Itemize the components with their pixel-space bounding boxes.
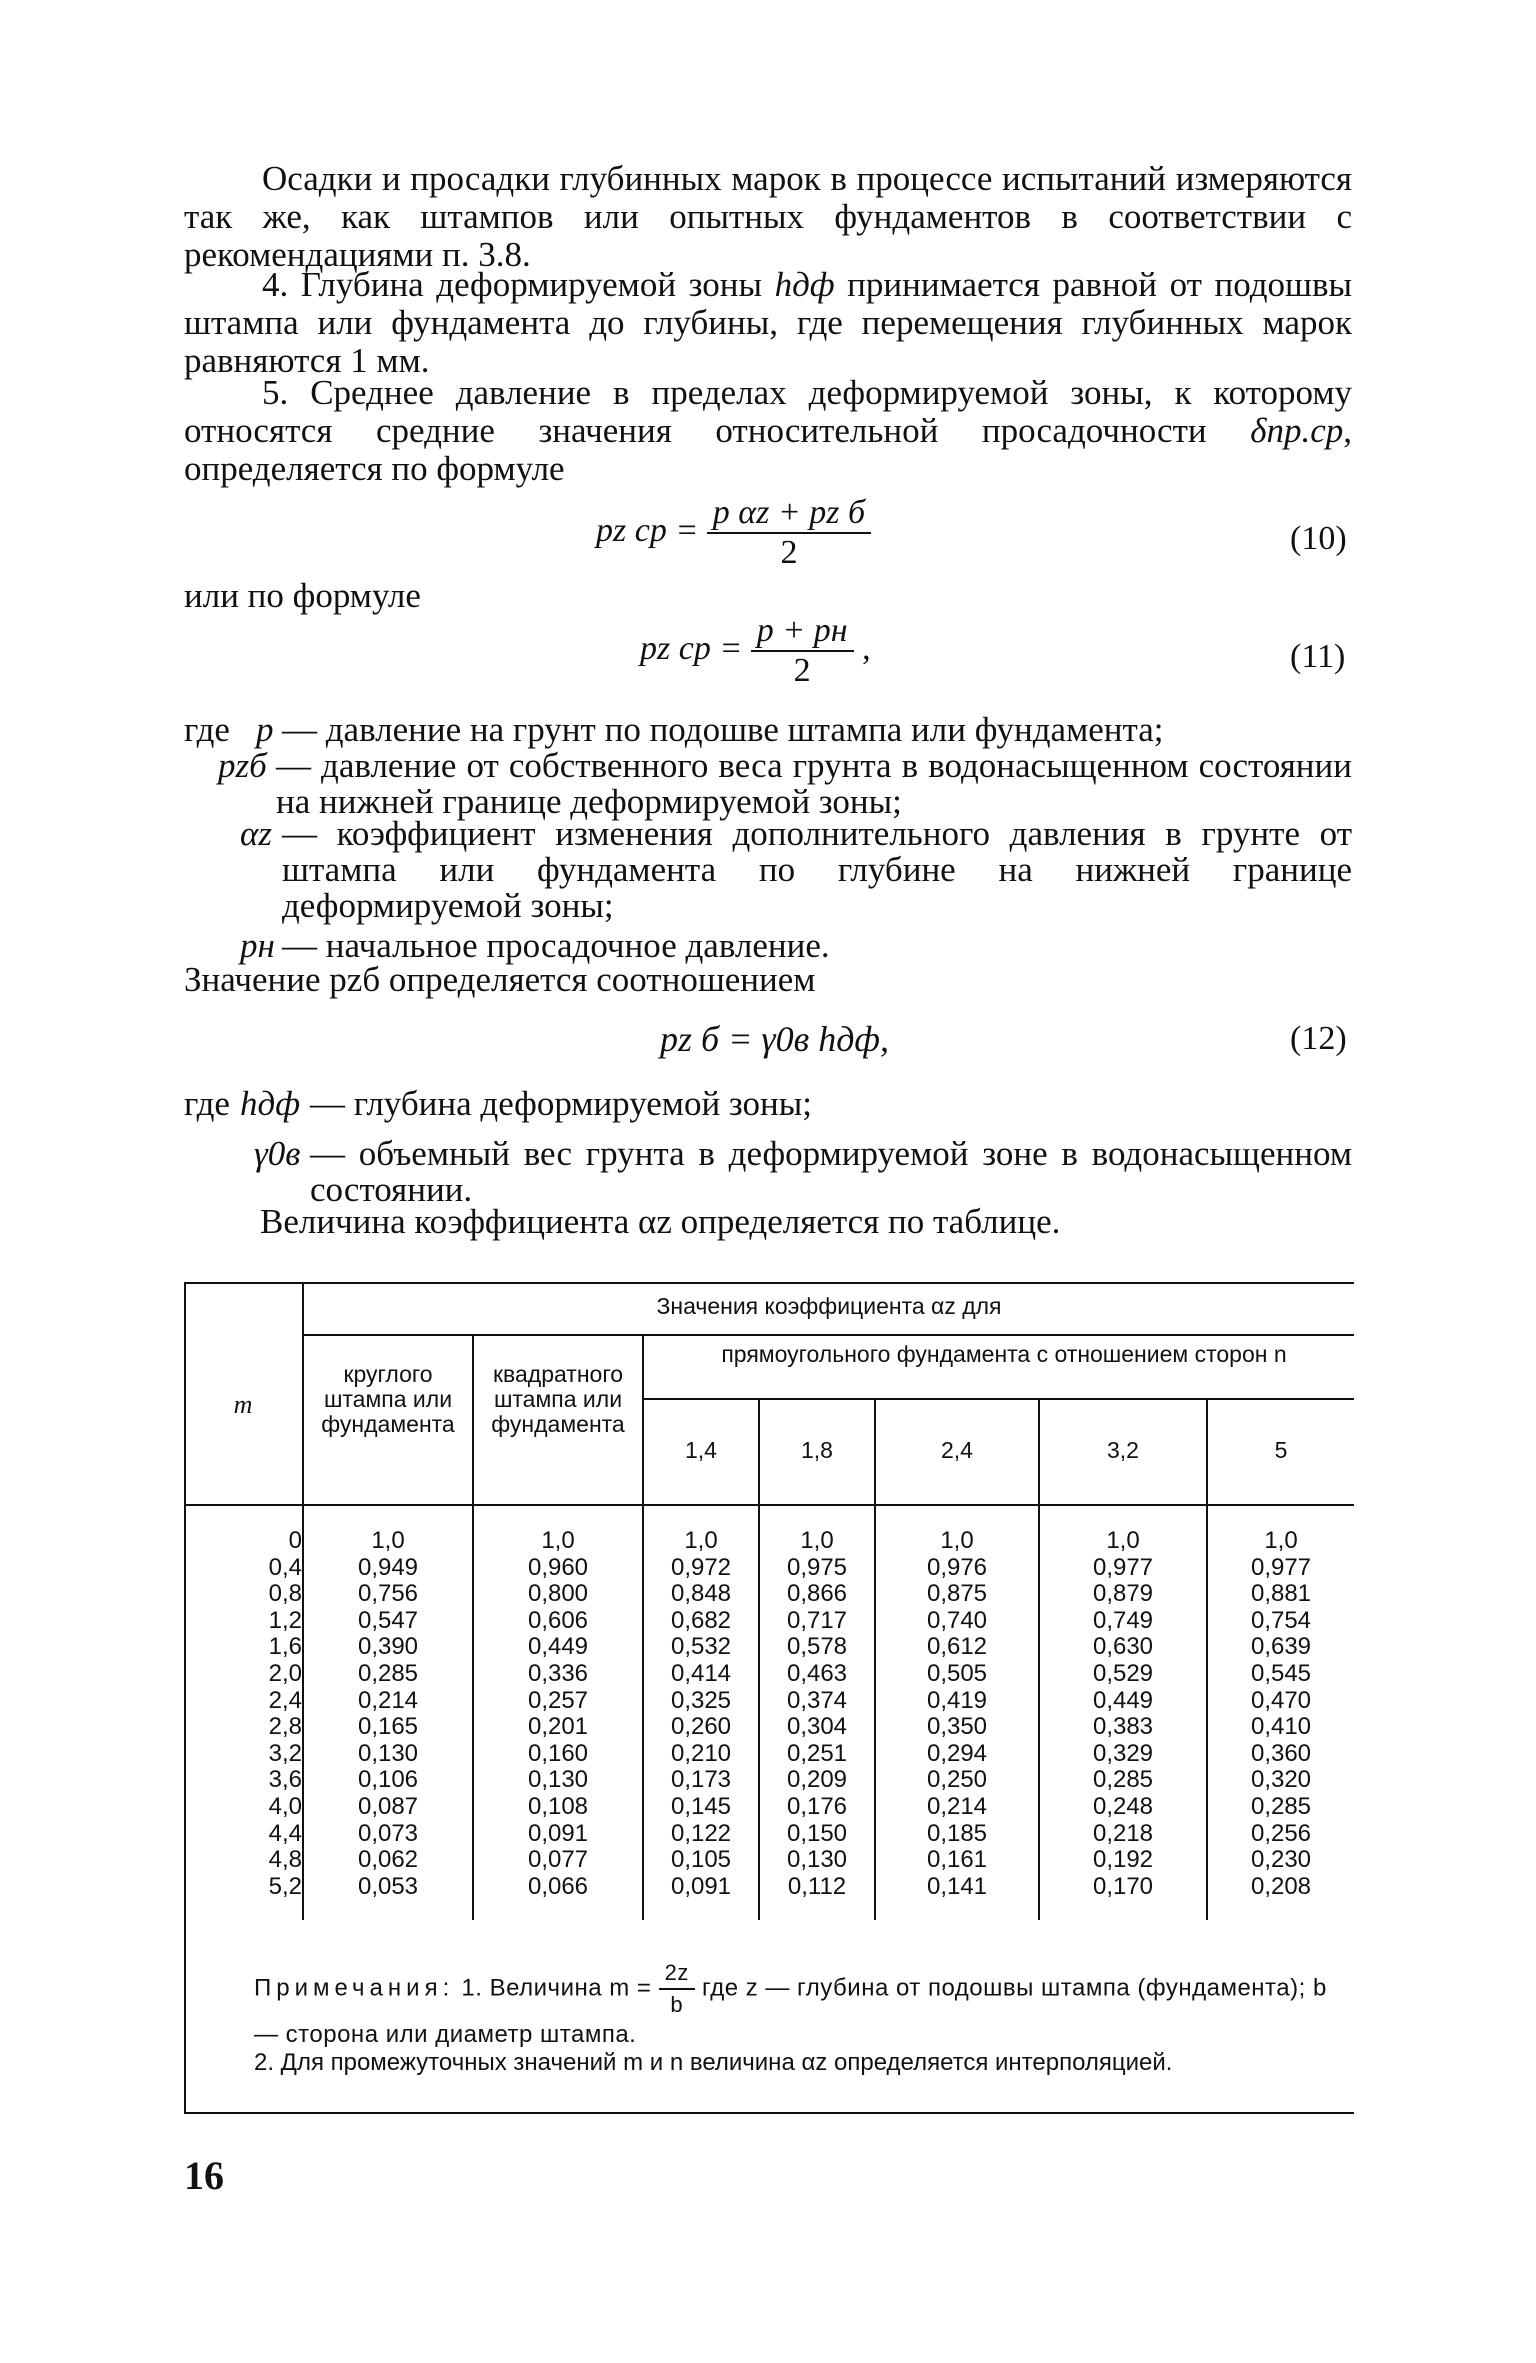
- table-cell: 1,0: [1264, 1527, 1298, 1554]
- formula-10-lhs: pz ср =: [596, 511, 699, 549]
- definition-p-text: — давление на грунт по подошве штампа или фундамента;: [282, 710, 1164, 749]
- paragraph-3-variable: δпр.ср: [1250, 411, 1344, 450]
- table-note-2: 2. Для промежуточных значений m и n величина αz определяется интерполяцией.: [254, 2049, 1173, 2076]
- table-cell: 0,257: [527, 1686, 589, 1714]
- formula-12: pz б = γ0в hдф,: [660, 1019, 889, 1059]
- table-cell: 2,8: [268, 1713, 302, 1741]
- table-cell: 1,0: [940, 1527, 974, 1554]
- column-square: [474, 1528, 642, 1900]
- table-cell: 0,529: [1092, 1659, 1154, 1687]
- note-1-numerator: 2z: [659, 1958, 695, 1990]
- paragraph-2: [184, 266, 1352, 380]
- table-cell: 0,463: [786, 1659, 848, 1687]
- formula-10-denominator: 2: [780, 534, 798, 571]
- definition-pn-symbol: pн: [240, 926, 275, 965]
- table-header-round: круглого штампа или фундамента: [321, 1361, 455, 1437]
- table-cell: 0,130: [786, 1846, 848, 1874]
- table-cell: 0,161: [926, 1846, 988, 1874]
- column-round: [304, 1528, 472, 1900]
- table-cell: 0,209: [786, 1766, 848, 1794]
- table-cell: 0,949: [357, 1553, 419, 1581]
- table-cell: 0,112: [787, 1872, 847, 1900]
- formula-11: [640, 612, 871, 690]
- table-cell: 0: [288, 1527, 302, 1554]
- table-cell: 0,210: [670, 1739, 732, 1767]
- table-cell: 5,2: [268, 1872, 302, 1900]
- table-cell: 0,350: [926, 1713, 988, 1741]
- table-cell: 0,383: [1092, 1713, 1154, 1741]
- table-cell: 0,449: [527, 1633, 589, 1661]
- where-label-2: где: [184, 1084, 230, 1123]
- column-n5: [1208, 1528, 1354, 1900]
- table-header-n-3: 2,4: [941, 1437, 973, 1463]
- table-cell: 0,976: [926, 1553, 988, 1581]
- table-cell: 0,505: [926, 1659, 988, 1687]
- table-cell: 0,160: [527, 1739, 589, 1767]
- table-cell: 0,165: [357, 1713, 419, 1741]
- table-cell: 0,419: [926, 1686, 988, 1714]
- column-n18: [760, 1528, 874, 1900]
- note-1-start: 1. Величина m =: [461, 1974, 652, 2002]
- table-cell: 0,285: [357, 1659, 419, 1687]
- table-cell: 1,0: [684, 1527, 718, 1554]
- table-cell: 0,077: [527, 1846, 589, 1874]
- table-cell: 0,740: [926, 1606, 988, 1634]
- table-cell: 0,532: [670, 1633, 732, 1661]
- definition-pn-text: — начальное просадочное давление.: [282, 926, 830, 965]
- table-cell: 0,141: [926, 1872, 988, 1900]
- table-cell: 0,218: [1092, 1819, 1154, 1847]
- table-cell: 0,960: [527, 1553, 589, 1581]
- table-cell: 0,875: [926, 1580, 988, 1608]
- paragraph-2-variable: hдф: [774, 265, 835, 304]
- table-cell: 0,176: [786, 1792, 848, 1820]
- table-cell: 0,108: [527, 1792, 589, 1820]
- table-cell: 2,0: [268, 1659, 302, 1687]
- table-cell: 0,214: [357, 1686, 419, 1714]
- table-cell: 0,073: [357, 1819, 419, 1847]
- paragraph-2-start: 4. Глубина деформируемой зоны: [262, 265, 775, 304]
- table-cell: 0,470: [1250, 1686, 1312, 1714]
- table-cell: 0,250: [926, 1766, 988, 1794]
- table-cell: 0,285: [1250, 1792, 1312, 1820]
- equation-number-11: (11): [1290, 638, 1346, 675]
- table-header-bottom: [184, 1504, 1354, 1506]
- table-header-rule-1: [304, 1334, 1354, 1336]
- table-cell: 0,320: [1250, 1766, 1312, 1794]
- paragraph-3-end: , определяется по формуле: [184, 411, 1352, 488]
- table-cell: 0,251: [786, 1739, 848, 1767]
- table-cell: 0,248: [1092, 1792, 1154, 1820]
- table-cell: 0,106: [357, 1766, 419, 1794]
- table-cell: 0,066: [527, 1872, 589, 1900]
- table-cell: 1,2: [268, 1606, 302, 1634]
- paragraph-3: [184, 374, 1352, 488]
- table-cell: 0,606: [527, 1606, 589, 1634]
- table-cell: 0,256: [1250, 1819, 1312, 1847]
- definition-hdf-symbol: hдф: [240, 1084, 301, 1123]
- formula-11-numerator: p + pн: [751, 612, 854, 652]
- formula-10-fraction: [707, 494, 871, 572]
- table-cell: 0,4: [268, 1553, 302, 1581]
- table-cell: 1,0: [541, 1527, 575, 1554]
- definition-az-symbol: αz: [240, 814, 272, 853]
- table-header-square: квадратного штампа или фундамента: [491, 1361, 625, 1437]
- table-cell: 0,756: [357, 1580, 419, 1608]
- table-cell: 0,360: [1250, 1739, 1312, 1767]
- table-cell: 0,304: [786, 1713, 848, 1741]
- definition-gamma-text: — объемный вес грунта в деформируемой зоне в водонасыщенном состоянии.: [310, 1134, 1352, 1209]
- table-header-rect: прямоугольного фундамента с отношением сторон n: [721, 1341, 1287, 1367]
- table-cell: 0,374: [786, 1686, 848, 1714]
- table-cell: 0,325: [670, 1686, 732, 1714]
- note-1-end: где z — глубина от подошвы штампа (фундамента); b — сторона или диаметр штампа.: [254, 1974, 1327, 2048]
- table-cell: 0,170: [1092, 1872, 1154, 1900]
- table-cell: 0,336: [527, 1659, 589, 1687]
- table-cell: 0,145: [670, 1792, 732, 1820]
- formula-11-lhs: pz ср =: [640, 629, 743, 667]
- value-line: Значение pzб определяется соотношением: [184, 960, 816, 999]
- table-cell: 0,390: [357, 1633, 419, 1661]
- table-cell: 0,185: [926, 1819, 988, 1847]
- table-cell: 0,578: [786, 1633, 848, 1661]
- table-cell: 0,630: [1092, 1633, 1154, 1661]
- table-cell: 0,285: [1092, 1766, 1154, 1794]
- table-cell: 1,6: [268, 1633, 302, 1661]
- table-header-main: Значения коэффициента αz для: [656, 1293, 1002, 1319]
- table-cell: 0,062: [357, 1846, 419, 1874]
- formula-11-fraction: [751, 612, 854, 690]
- table-cell: 0,150: [786, 1819, 848, 1847]
- column-n32: [1040, 1528, 1206, 1900]
- table-intro: Величина коэффициента αz определяется по таблице.: [260, 1202, 1061, 1241]
- table-cell: 0,410: [1250, 1713, 1312, 1741]
- table-cell: 3,2: [268, 1739, 302, 1767]
- table-header-n-5: 5: [1274, 1437, 1288, 1463]
- table-cell: 4,8: [268, 1846, 302, 1874]
- table-cell: 0,230: [1250, 1846, 1312, 1874]
- table-cell: 0,130: [527, 1766, 589, 1794]
- paragraph-1: Осадки и просадки глубинных марок в процессе испытаний измеряются так же, как штампов или опытных фундаментов в соответствии с рекомендациями п. 3.8.: [184, 159, 1352, 274]
- column-n14: [644, 1528, 758, 1900]
- paragraph-3-start: 5. Среднее давление в пределах деформируемой зоны, к которому относятся средние значения относительной просадочности: [184, 373, 1352, 450]
- table-cell: 0,547: [357, 1606, 419, 1634]
- table-cell: 0,091: [670, 1872, 732, 1900]
- table-cell: 0,977: [1092, 1553, 1154, 1581]
- equation-number-12: (12): [1290, 1020, 1347, 1057]
- table-cell: 0,717: [786, 1606, 848, 1634]
- table-cell: 0,214: [926, 1792, 988, 1820]
- table-cell: 0,414: [670, 1659, 732, 1687]
- table-cell: 0,105: [670, 1846, 732, 1874]
- definition-gamma-symbol: γ0в: [254, 1134, 301, 1173]
- definition-hdf-text: — глубина деформируемой зоны;: [310, 1084, 813, 1123]
- notes-label: Примечания:: [254, 1974, 455, 2002]
- table-cell: 4,4: [268, 1819, 302, 1847]
- table-header-m: m: [233, 1390, 253, 1419]
- table-cell: 0,122: [670, 1819, 732, 1847]
- definition-pzb-symbol: pzб: [218, 746, 267, 785]
- table-cell: 0,091: [527, 1819, 589, 1847]
- table-cell: 0,848: [670, 1580, 732, 1608]
- table-header-rule-2: [644, 1398, 1354, 1400]
- table-header-n-1: 1,4: [685, 1437, 717, 1463]
- table-cell: 3,6: [268, 1766, 302, 1794]
- table-cell: 0,545: [1250, 1659, 1312, 1687]
- table-header-n-4: 3,2: [1107, 1437, 1139, 1463]
- table-bottom-border: [184, 2112, 1354, 2114]
- table-cell: 0,975: [786, 1553, 848, 1581]
- table-cell: 0,449: [1092, 1686, 1154, 1714]
- table-cell: 0,208: [1250, 1872, 1312, 1900]
- note-1-fraction: [659, 1958, 695, 2020]
- note-1-denominator: b: [670, 1992, 684, 2017]
- page-number: 16: [184, 2153, 224, 2198]
- formula-10-numerator: p αz + pz б: [707, 494, 871, 534]
- table-cell: 0,053: [357, 1872, 419, 1900]
- table-cell: 1,0: [371, 1527, 405, 1554]
- table-cell: 0,879: [1092, 1580, 1154, 1608]
- table-cell: 0,754: [1250, 1606, 1312, 1634]
- table-cell: 0,130: [357, 1739, 419, 1767]
- table-cell: 0,8: [268, 1580, 302, 1608]
- definition-pzb-text: — давление от собственного веса грунта в водонасыщенном состоянии на нижней границе деформируемой зоны;: [276, 746, 1352, 821]
- table-cell: 0,639: [1250, 1633, 1312, 1661]
- table-cell: 0,977: [1250, 1553, 1312, 1581]
- table-cell: 0,173: [670, 1766, 732, 1794]
- table-cell: 0,682: [670, 1606, 732, 1634]
- table-cell: 4,0: [268, 1792, 302, 1820]
- formula-10: [596, 494, 871, 572]
- table-cell: 1,0: [800, 1527, 834, 1554]
- column-n24: [876, 1528, 1038, 1900]
- column-m: [184, 1528, 302, 1900]
- table-cell: 0,260: [670, 1713, 732, 1741]
- table-cell: 1,0: [1106, 1527, 1140, 1554]
- table-cell: 0,972: [670, 1553, 732, 1581]
- definition-p-symbol: p: [256, 710, 274, 749]
- table-cell: 0,612: [926, 1633, 988, 1661]
- table-note-1: [254, 1958, 1344, 2050]
- table-cell: 0,192: [1092, 1846, 1154, 1874]
- formula-11-denominator: 2: [793, 652, 811, 689]
- table-cell: 2,4: [268, 1686, 302, 1714]
- equation-number-10: (10): [1290, 520, 1347, 557]
- or-by-formula: или по формуле: [184, 576, 421, 615]
- table-cell: 0,294: [926, 1739, 988, 1767]
- table-cell: 0,749: [1092, 1606, 1154, 1634]
- table-header-n-2: 1,8: [801, 1437, 833, 1463]
- table-top-border: [184, 1282, 1354, 1284]
- table-cell: 0,329: [1092, 1739, 1154, 1767]
- table-cell: 0,800: [527, 1580, 589, 1608]
- where-label-1: где: [184, 710, 230, 749]
- paragraph-2-end: принимается равной от подошвы штампа или фундамента до глубины, где перемещения глубинных марок равняются 1 мм.: [184, 265, 1352, 380]
- table-cell: 0,087: [357, 1792, 419, 1820]
- definition-az-text: — коэффициент изменения дополнительного давления в грунте от штампа или фундамента по глубине на нижней границе деформируемой зоны;: [282, 814, 1352, 925]
- formula-11-comma: ,: [862, 629, 871, 667]
- table-cell: 0,881: [1250, 1580, 1312, 1608]
- table-cell: 0,201: [527, 1713, 589, 1741]
- table-cell: 0,866: [786, 1580, 848, 1608]
